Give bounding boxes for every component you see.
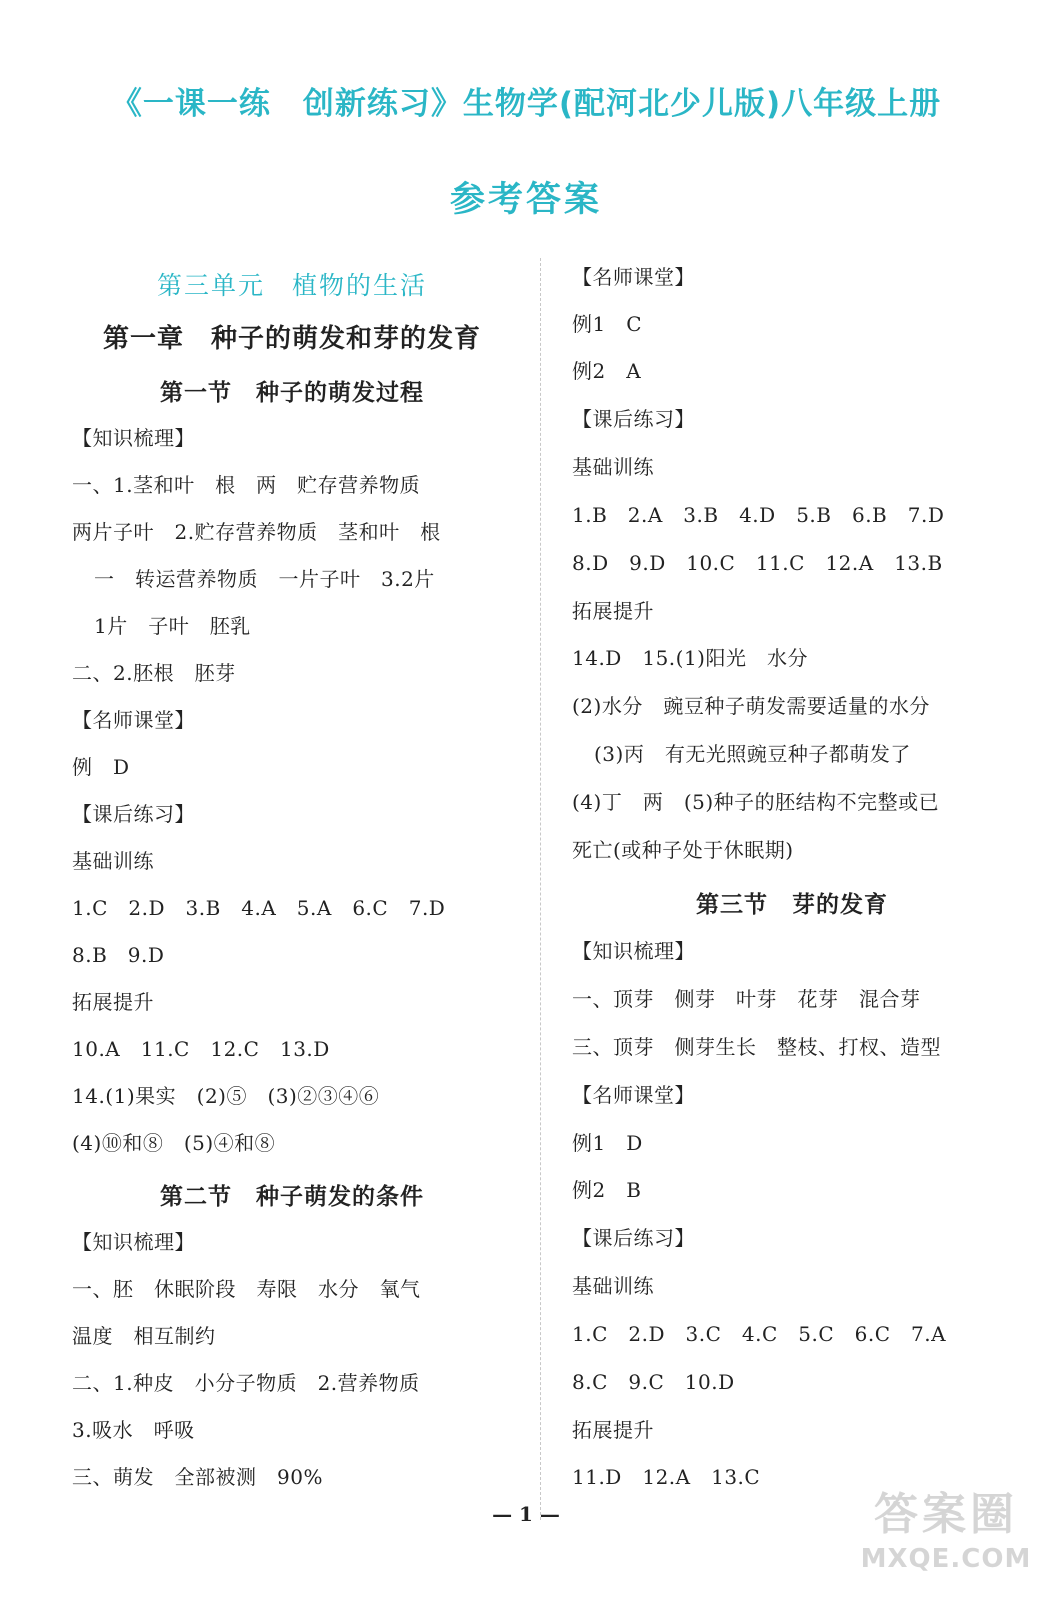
page-number: — 1 —: [492, 1502, 560, 1526]
label-mingshi: 【名师课堂】: [572, 1083, 695, 1107]
answer-line: 例1 D: [572, 1131, 643, 1155]
answer-line: 1片 子叶 胚乳: [94, 614, 251, 638]
label-kehou: 【课后练习】: [572, 407, 695, 431]
answer-line: 10.A 11.C 12.C 13.D: [72, 1037, 330, 1061]
answer-line: 例1 C: [572, 312, 643, 336]
label-zhishi: 【知识梳理】: [72, 426, 195, 450]
answer-line: 14.D 15.(1)阳光 水分: [572, 646, 808, 670]
answer-line: 例2 B: [572, 1178, 642, 1202]
answer-line: 14.(1)果实 (2)⑤ (3)②③④⑥: [72, 1084, 380, 1108]
book-title: 《一课一练 创新练习》生物学(配河北少儿版)八年级上册: [110, 86, 942, 122]
answer-line: 1.C 2.D 3.C 4.C 5.C 6.C 7.A: [572, 1322, 947, 1346]
unit-heading: 第三单元 植物的生活: [156, 271, 427, 300]
answer-line: 两片子叶 2.贮存营养物质 茎和叶 根: [72, 520, 441, 544]
answer-line: 一、胚 休眠阶段 寿限 水分 氧气: [72, 1277, 421, 1301]
answer-line: 3.吸水 呼吸: [72, 1418, 195, 1442]
label-jichu: 基础训练: [572, 455, 654, 479]
watermark-logo: [856, 1478, 1036, 1588]
answer-line: 死亡(或种子处于休眠期): [572, 838, 794, 862]
label-tuozhan: 拓展提升: [572, 1418, 654, 1442]
label-tuozhan: 拓展提升: [72, 990, 154, 1014]
label-tuozhan: 拓展提升: [572, 599, 654, 623]
answer-line: (3)丙 有无光照豌豆种子都萌发了: [594, 742, 911, 766]
chapter-heading: 第一章 种子的萌发和芽的发育: [102, 324, 481, 354]
label-jichu: 基础训练: [572, 1274, 654, 1298]
section-heading-1: 第一节 种子的萌发过程: [160, 380, 424, 406]
column-divider: [540, 258, 541, 1520]
answer-line: 8.B 9.D: [72, 943, 165, 967]
watermark-url: MXQE.COM: [860, 1544, 1032, 1574]
answer-line: (2)水分 豌豆种子萌发需要适量的水分: [572, 694, 930, 718]
answer-line: 一 转运营养物质 一片子叶 3.2片: [94, 567, 435, 591]
answer-line: 1.B 2.A 3.B 4.D 5.B 6.B 7.D: [572, 503, 945, 527]
label-zhishi: 【知识梳理】: [572, 939, 695, 963]
label-mingshi: 【名师课堂】: [72, 708, 195, 732]
answer-line: 三、顶芽 侧芽生长 整枝、打杈、造型: [572, 1035, 941, 1059]
label-jichu: 基础训练: [72, 849, 154, 873]
label-mingshi: 【名师课堂】: [572, 265, 695, 289]
answer-line: 温度 相互制约: [72, 1324, 216, 1348]
answer-line: 8.D 9.D 10.C 11.C 12.A 13.B: [572, 551, 943, 575]
label-kehou: 【课后练习】: [572, 1226, 695, 1250]
answer-line: 一、1.茎和叶 根 两 贮存营养物质: [72, 473, 421, 497]
document-title: 参考答案: [449, 180, 602, 220]
answer-line: 1.C 2.D 3.B 4.A 5.A 6.C 7.D: [72, 896, 446, 920]
answer-line: (4)丁 两 (5)种子的胚结构不完整或已: [572, 790, 940, 814]
answer-line: 例2 A: [572, 359, 642, 383]
label-zhishi: 【知识梳理】: [72, 1230, 195, 1254]
answer-line: 11.D 12.A 13.C: [572, 1465, 761, 1489]
answer-line: 8.C 9.C 10.D: [572, 1370, 735, 1394]
answer-line: 二、1.种皮 小分子物质 2.营养物质: [72, 1371, 420, 1395]
label-kehou: 【课后练习】: [72, 802, 195, 826]
answer-line: 一、顶芽 侧芽 叶芽 花芽 混合芽: [572, 987, 921, 1011]
answer-line: 三、萌发 全部被测 90%: [72, 1465, 323, 1489]
answer-line: 二、2.胚根 胚芽: [72, 661, 236, 685]
answer-line: (4)⑩和⑧ (5)④和⑧: [72, 1131, 276, 1155]
answer-line: 例 D: [72, 755, 130, 779]
section-heading-2: 第二节 种子萌发的条件: [160, 1184, 424, 1210]
watermark-text: 答案圈: [874, 1489, 1018, 1540]
section-heading-3: 第三节 芽的发育: [696, 892, 888, 918]
